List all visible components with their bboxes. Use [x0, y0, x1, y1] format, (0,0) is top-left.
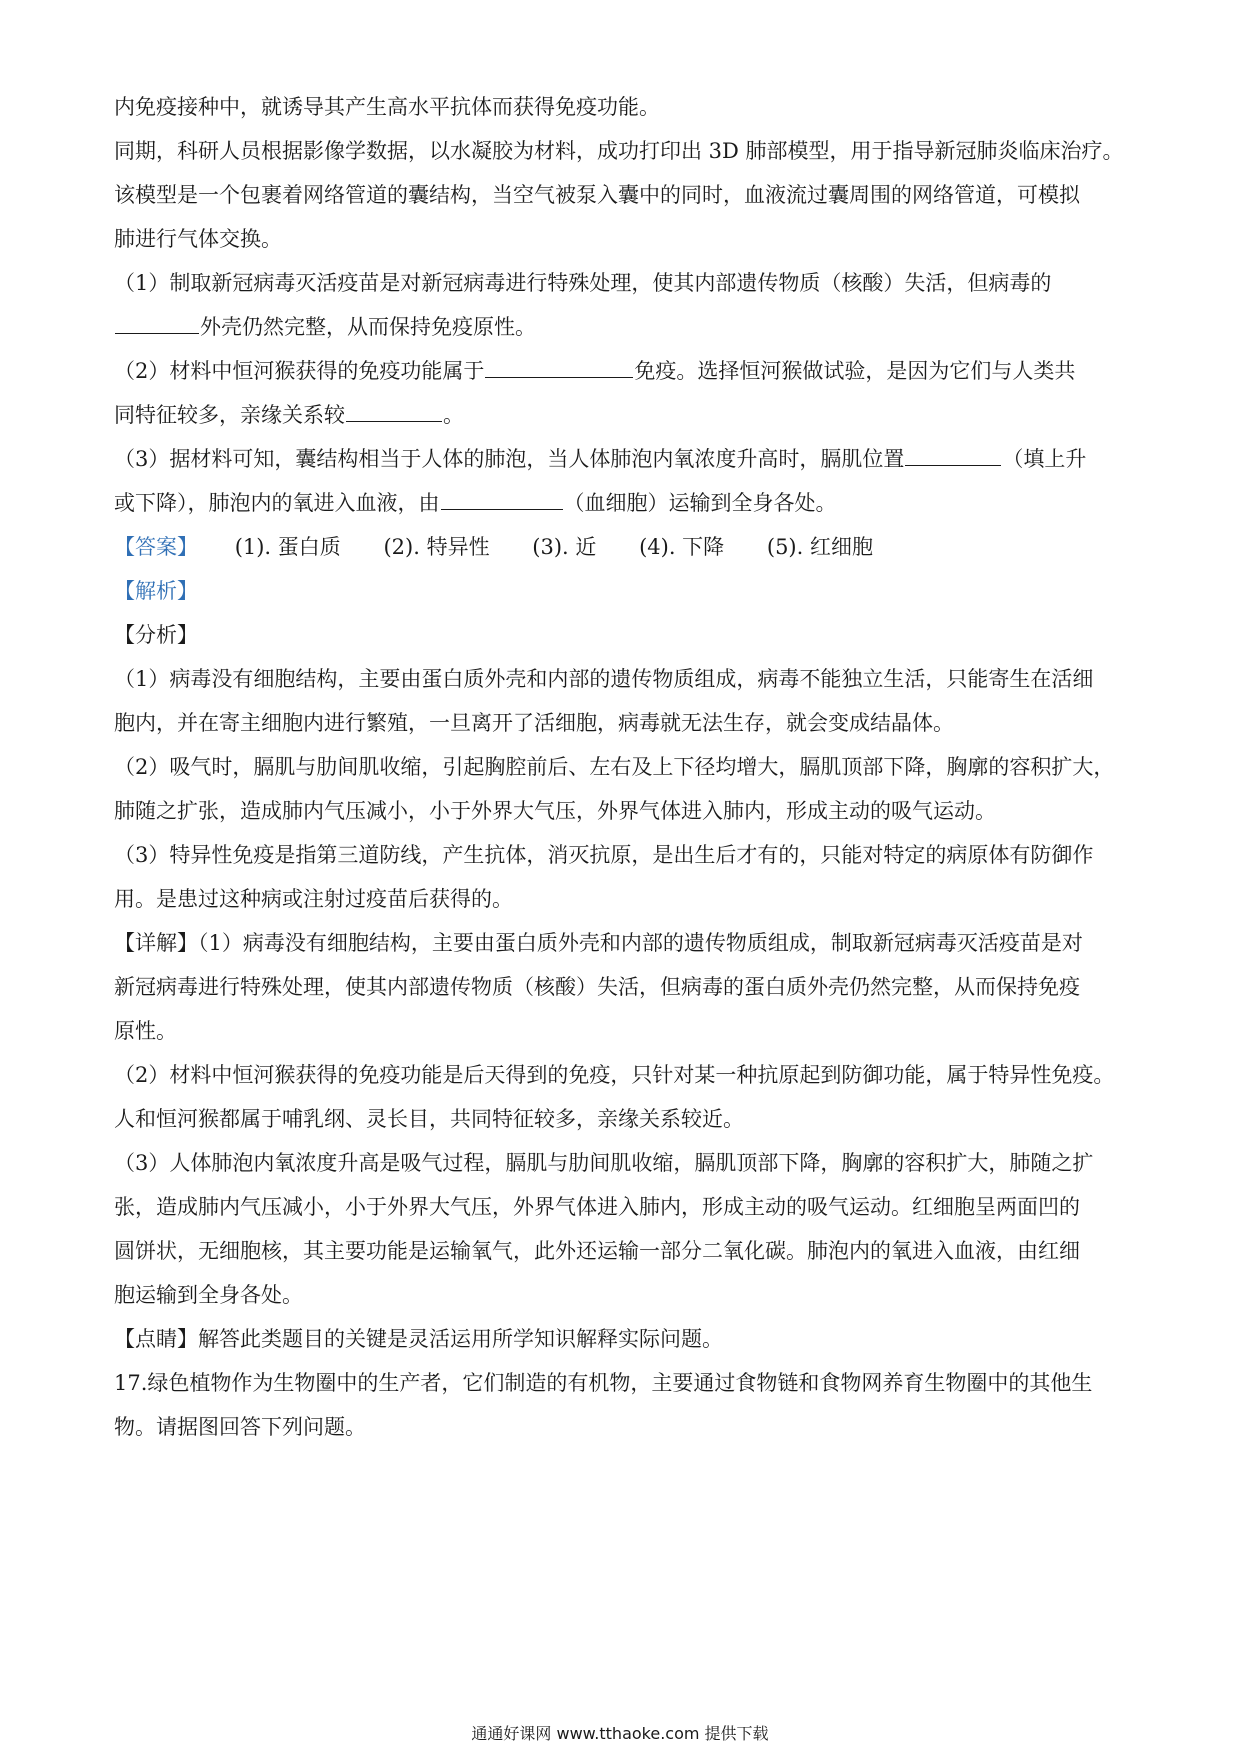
intro-line-4: 肺进行气体交换。: [114, 227, 282, 251]
intro-line-3: 该模型是一个包裹着网络管道的囊结构，当空气被泵入囊中的同时，血液流过囊周围的网络管道，可模拟: [114, 183, 1080, 207]
answer-blank-1: [115, 313, 199, 334]
dianjing-line: [114, 1324, 1134, 1354]
question-3-line-1: [114, 444, 1134, 474]
xiangjie-line-3b: 张，造成肺内气压减小，小于外界大气压，外界气体进入肺内，形成主动的吸气运动。红细胞呈两面凹的: [114, 1195, 1080, 1219]
question-3-text-b1: 或下降），肺泡内的氧进入血液，由: [114, 491, 440, 515]
question-3-text-a1: （3）据材料可知，囊结构相当于人体的肺泡，当人体肺泡内氧浓度升高时，膈肌位置: [114, 447, 905, 471]
analysis-label: 【解析】: [114, 579, 198, 603]
question-1-text-b: 外壳仍然完整，从而保持免疫原性。: [200, 315, 536, 339]
xiangjie-line-1c: 原性。: [114, 1019, 177, 1043]
answer-item-2: (2). 特异性: [383, 535, 490, 559]
fenxi-label: 【分析】: [114, 623, 198, 647]
intro-line-1: 内免疫接种中，就诱导其产生高水平抗体而获得免疫功能。: [114, 95, 660, 119]
question-2-text-b2: 。: [443, 403, 464, 427]
xiangjie-label: 【详解】: [114, 931, 198, 955]
answer-blank-4: [905, 445, 1001, 466]
answer-item-1: (1). 蛋白质: [234, 535, 341, 559]
answer-item-3: (3). 近: [532, 535, 597, 559]
question-2-line-2: [114, 400, 1134, 430]
answer-item-4: (4). 下降: [639, 535, 725, 559]
fenxi-line-1a: （1）病毒没有细胞结构，主要由蛋白质外壳和内部的遗传物质组成，病毒不能独立生活，只能寄生在活细: [114, 667, 1094, 691]
question-2-text-a2: 免疫。选择恒河猴做试验，是因为它们与人类共: [634, 359, 1076, 383]
fenxi-line-3b: 用。是患过这种病或注射过疫苗后获得的。: [114, 887, 513, 911]
fenxi-line-1b: 胞内，并在寄主细胞内进行繁殖，一旦离开了活细胞，病毒就无法生存，就会变成结晶体。: [114, 711, 954, 735]
xiangjie-line-2b: 人和恒河猴都属于哺乳纲、灵长目，共同特征较多，亲缘关系较近。: [114, 1107, 744, 1131]
question-1-line-1: （1）制取新冠病毒灭活疫苗是对新冠病毒进行特殊处理，使其内部遗传物质（核酸）失活，但病毒的: [114, 271, 1052, 295]
question-3-text-b2: （血细胞）运输到全身各处。: [563, 491, 837, 515]
question-17-line-1: 17.绿色植物作为生物圈中的生产者，它们制造的有机物，主要通过食物链和食物网养育生物圈中的其他生: [114, 1371, 1093, 1395]
answer-blank-5: [441, 489, 563, 510]
question-3-line-2: [114, 488, 1134, 518]
dianjing-label: 【点睛】: [114, 1327, 198, 1351]
xiangjie-text-1a: （1）病毒没有细胞结构，主要由蛋白质外壳和内部的遗传物质组成，制取新冠病毒灭活疫苗是对: [198, 931, 1083, 955]
fenxi-line-2a: （2）吸气时，膈肌与肋间肌收缩，引起胸腔前后、左右及上下径均增大，膈肌顶部下降，胸廓的容积扩大，: [114, 755, 1115, 779]
answer-blank-2: [485, 357, 633, 378]
fenxi-line-3a: （3）特异性免疫是指第三道防线，产生抗体，消灭抗原，是出生后才有的，只能对特定的病原体有防御作: [114, 843, 1094, 867]
answer-label: 【答案】: [114, 535, 198, 559]
xiangjie-line-1a: [114, 928, 1134, 958]
question-1-line-2: [114, 312, 1134, 342]
question-2-text-a1: （2）材料中恒河猴获得的免疫功能属于: [114, 359, 485, 383]
question-17-line-2: 物。请据图回答下列问题。: [114, 1415, 366, 1439]
xiangjie-line-1b: 新冠病毒进行特殊处理，使其内部遗传物质（核酸）失活，但病毒的蛋白质外壳仍然完整，从而保持免疫: [114, 975, 1080, 999]
answer-blank-3: [346, 401, 442, 422]
answer-item-5: (5). 红细胞: [766, 535, 873, 559]
fenxi-line-2b: 肺随之扩张，造成肺内气压减小，小于外界大气压，外界气体进入肺内，形成主动的吸气运动。: [114, 799, 996, 823]
dianjing-text: 解答此类题目的关键是灵活运用所学知识解释实际问题。: [198, 1327, 723, 1351]
page-footer: 通通好课网 www.tthaoke.com 提供下载: [471, 1724, 769, 1743]
xiangjie-line-3c: 圆饼状，无细胞核，其主要功能是运输氧气，此外还运输一部分二氧化碳。肺泡内的氧进入血液，由红细: [114, 1239, 1080, 1263]
intro-line-2: 同期，科研人员根据影像学数据，以水凝胶为材料，成功打印出 3D 肺部模型，用于指导新冠肺炎临床治疗。: [114, 139, 1124, 163]
xiangjie-line-3d: 胞运输到全身各处。: [114, 1283, 303, 1307]
question-3-text-a2: （填上升: [1002, 447, 1087, 471]
answer-line: [114, 532, 1134, 562]
question-2-line-1: [114, 356, 1134, 386]
question-2-text-b1: 同特征较多，亲缘关系较: [114, 403, 345, 427]
xiangjie-line-3a: （3）人体肺泡内氧浓度升高是吸气过程，膈肌与肋间肌收缩，膈肌顶部下降，胸廓的容积扩大，肺随之扩: [114, 1151, 1094, 1175]
xiangjie-line-2a: （2）材料中恒河猴获得的免疫功能是后天得到的免疫，只针对某一种抗原起到防御功能，属于特异性免疫。: [114, 1063, 1115, 1087]
